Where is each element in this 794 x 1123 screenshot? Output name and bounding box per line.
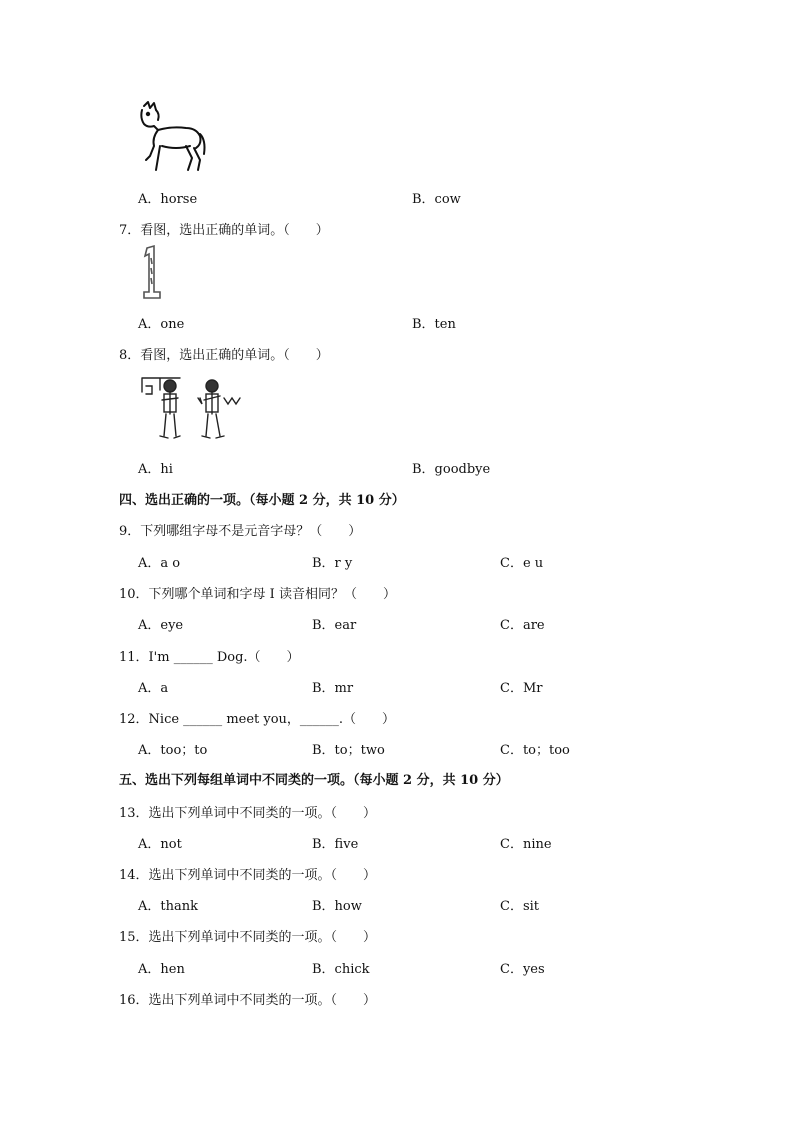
- q15-option-b[interactable]: B．chick: [312, 962, 370, 977]
- q15-option-c[interactable]: C．yes: [500, 962, 545, 977]
- q10-option-b[interactable]: B．ear: [312, 618, 357, 633]
- two-children-illustration: [140, 372, 244, 444]
- q12-option-b[interactable]: B．to；two: [312, 743, 385, 758]
- q15-stem: 15．选出下列单词中不同类的一项。（ ）: [119, 930, 377, 945]
- q10-option-c[interactable]: C．are: [500, 618, 545, 633]
- q7-stem: 7．看图，选出正确的单词。（ ）: [119, 223, 329, 238]
- q11-option-c[interactable]: C．Mr: [500, 681, 543, 696]
- section-5-title: 五、选出下列每组单词中不同类的一项。（每小题 2 分，共 10 分）: [119, 773, 509, 788]
- q14-option-b[interactable]: B．how: [312, 899, 362, 914]
- q11-option-a[interactable]: A．a: [138, 681, 169, 696]
- q13-option-a[interactable]: A．not: [138, 837, 182, 852]
- q9-stem: 9．下列哪组字母不是元音字母？（ ）: [119, 524, 362, 539]
- q8-stem: 8．看图，选出正确的单词。（ ）: [119, 348, 329, 363]
- q12-option-c[interactable]: C．to；too: [500, 743, 570, 758]
- number-one-illustration: [140, 244, 164, 300]
- q9-option-b[interactable]: B．r y: [312, 556, 353, 571]
- q11-stem: 11．I'm ______ Dog.（ ）: [119, 650, 300, 665]
- q11-option-b[interactable]: B．mr: [312, 681, 354, 696]
- q12-stem: 12．Nice ______ meet you，______.（ ）: [119, 712, 396, 727]
- q6-option-b[interactable]: B．cow: [412, 192, 461, 207]
- q6-option-a[interactable]: A．horse: [138, 192, 198, 207]
- q8-option-b[interactable]: B．goodbye: [412, 462, 491, 477]
- q14-stem: 14．选出下列单词中不同类的一项。（ ）: [119, 868, 377, 883]
- q13-stem: 13．选出下列单词中不同类的一项。（ ）: [119, 806, 377, 821]
- q13-option-b[interactable]: B．five: [312, 837, 359, 852]
- section-4-title: 四、选出正确的一项。（每小题 2 分，共 10 分）: [119, 493, 405, 508]
- q10-option-a[interactable]: A．eye: [138, 618, 184, 633]
- q9-option-a[interactable]: A．a o: [138, 556, 181, 571]
- q12-option-a[interactable]: A．too；to: [138, 743, 208, 758]
- q10-stem: 10．下列哪个单词和字母 I 读音相同？（ ）: [119, 587, 396, 602]
- q14-option-c[interactable]: C．sit: [500, 899, 540, 914]
- q13-option-c[interactable]: C．nine: [500, 837, 552, 852]
- q15-option-a[interactable]: A．hen: [138, 962, 185, 977]
- q7-option-a[interactable]: A．one: [138, 317, 185, 332]
- horse-illustration: [136, 100, 208, 174]
- q7-option-b[interactable]: B．ten: [412, 317, 456, 332]
- q14-option-a[interactable]: A．thank: [138, 899, 198, 914]
- q8-option-a[interactable]: A．hi: [138, 462, 173, 477]
- q16-stem: 16．选出下列单词中不同类的一项。（ ）: [119, 993, 377, 1008]
- q9-option-c[interactable]: C．e u: [500, 556, 544, 571]
